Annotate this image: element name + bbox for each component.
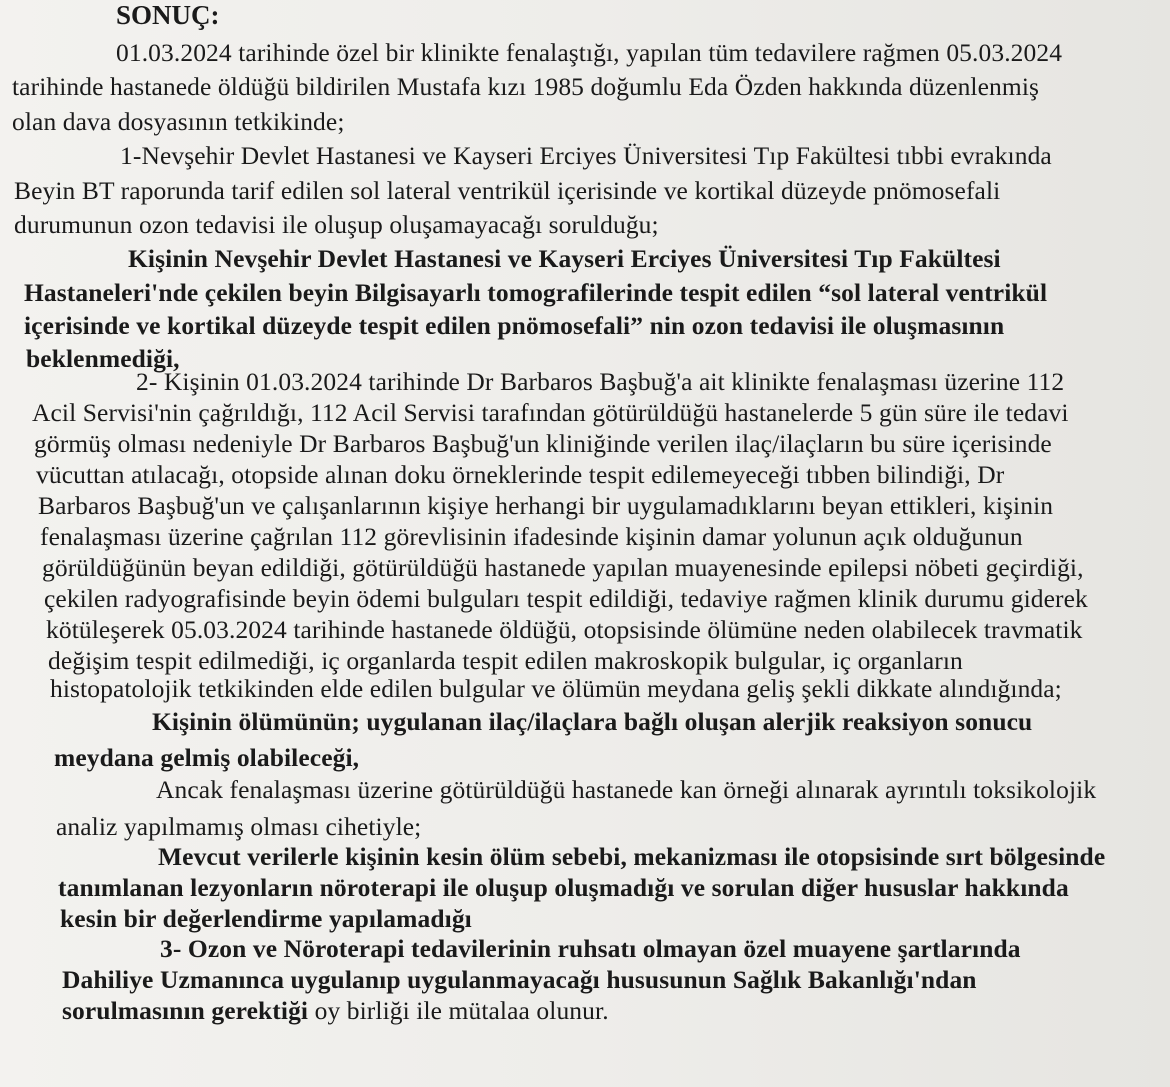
text-line: kötüleşerek 05.03.2024 tarihinde hastanede öldüğü, otopsisinde ölümüne neden olabilecek travmatik bbox=[46, 615, 1083, 644]
text-line: 1-Nevşehir Devlet Hastanesi ve Kayseri Erciyes Üniversitesi Tıp Fakültesi tıbbi evrakında bbox=[120, 141, 1052, 170]
text-line: 2- Kişinin 01.03.2024 tarihinde Dr Barbaros Başbuğ'a ait klinikte fenalaşması üzerine 112 bbox=[136, 367, 1065, 396]
text-line-bold: meydana gelmiş olabileceği, bbox=[54, 743, 360, 772]
text-line: görmüş olması nedeniyle Dr Barbaros Başbuğ'un kliniğinde verilen ilaç/ilaçların bu süre içerisinde bbox=[34, 429, 1052, 458]
text-line: görüldüğünün beyan edildiği, götürüldüğü hastanede yapılan muayenesinde epilepsi nöbeti geçirdiği, bbox=[42, 553, 1084, 582]
text-line: değişim tespit edilmediği, iç organlarda tespit edilen makroskopik bulgular, iç organların bbox=[48, 646, 963, 675]
text-line: histopatolojik tetkikinden elde edilen bulgular ve ölümün meydana geliş şekli dikkate alındığında; bbox=[50, 674, 1062, 703]
text-line-bold: kesin bir değerlendirme yapılamadığı bbox=[60, 904, 472, 933]
final-bold-part: sorulmasının gerektiği bbox=[62, 996, 309, 1025]
text-line: fenalaşması üzerine çağrılan 112 görevlisinin ifadesinde kişinin damar yolunun açık olduğunun bbox=[40, 522, 1023, 551]
section-title: SONUÇ: bbox=[116, 0, 220, 30]
text-line: Ancak fenalaşması üzerine götürüldüğü hastanede kan örneği alınarak ayrıntılı toksikolojik bbox=[156, 775, 1097, 804]
text-line-bold: Kişinin Nevşehir Devlet Hastanesi ve Kayseri Erciyes Üniversitesi Tıp Fakültesi bbox=[128, 244, 1001, 273]
text-line: Barbaros Başbuğ'un ve çalışanlarının kişiye herhangi bir uygulamadıklarını beyan ettikleri, kişinin bbox=[38, 491, 1054, 520]
text-line-bold: Hastaneleri'nde çekilen beyin Bilgisayarlı tomografilerinde tespit edilen “sol lateral ventrikül bbox=[24, 278, 1048, 307]
final-regular-part: oy birliği ile mütalaa olunur. bbox=[308, 996, 609, 1025]
text-line: Acil Servisi'nin çağrıldığı, 112 Acil Servisi tarafından götürüldüğü hastanelerde 5 gün süre ile tedavi bbox=[32, 398, 1069, 427]
text-line: vücuttan atılacağı, otopside alınan doku örneklerinde tespit edilemeyeceği tıbben bilindiği, Dr bbox=[36, 460, 1005, 489]
text-line: analiz yapılmamış olması cihetiyle; bbox=[56, 812, 422, 841]
text-line-final bbox=[62, 996, 609, 1026]
text-line-bold: Dahiliye Uzmanınca uygulanıp uygulanmayacağı hususunun Sağlık Bakanlığı'ndan bbox=[62, 965, 977, 994]
text-line: olan dava dosyasının tetkikinde; bbox=[12, 107, 345, 136]
text-line-bold: içerisinde ve kortikal düzeyde tespit edilen pnömosefali” nin ozon tedavisi ile oluşmasının bbox=[24, 311, 1005, 340]
text-line: tarihinde hastanede öldüğü bildirilen Mustafa kızı 1985 doğumlu Eda Özden hakkında düzenlenmiş bbox=[12, 72, 1040, 101]
text-line: Beyin BT raporunda tarif edilen sol lateral ventrikül içerisinde ve kortikal düzeyde pnömosefali bbox=[14, 176, 1001, 205]
text-line-bold: Mevcut verilerle kişinin kesin ölüm sebebi, mekanizması ile otopsisinde sırt bölgesinde bbox=[158, 842, 1106, 871]
text-line-bold: Kişinin ölümünün; uygulanan ilaç/ilaçlara bağlı oluşan alerjik reaksiyon sonucu bbox=[152, 707, 1033, 736]
text-line: çekilen radyografisinde beyin ödemi bulguları tespit edildiği, tedaviye rağmen klinik durumu giderek bbox=[44, 584, 1088, 613]
text-line-bold: beklenmediği, bbox=[26, 344, 180, 373]
text-line-bold: tanımlanan lezyonların nöroterapi ile oluşup oluşmadığı ve sorulan diğer hususlar hakkında bbox=[58, 873, 1069, 902]
text-line-bold: 3- Ozon ve Nöroterapi tedavilerinin ruhsatı olmayan özel muayene şartlarında bbox=[160, 934, 1021, 963]
text-line: durumunun ozon tedavisi ile oluşup oluşamayacağı sorulduğu; bbox=[14, 210, 659, 239]
text-line: 01.03.2024 tarihinde özel bir klinikte fenalaştığı, yapılan tüm tedavilere rağmen 05.03.2024 bbox=[116, 38, 1063, 67]
